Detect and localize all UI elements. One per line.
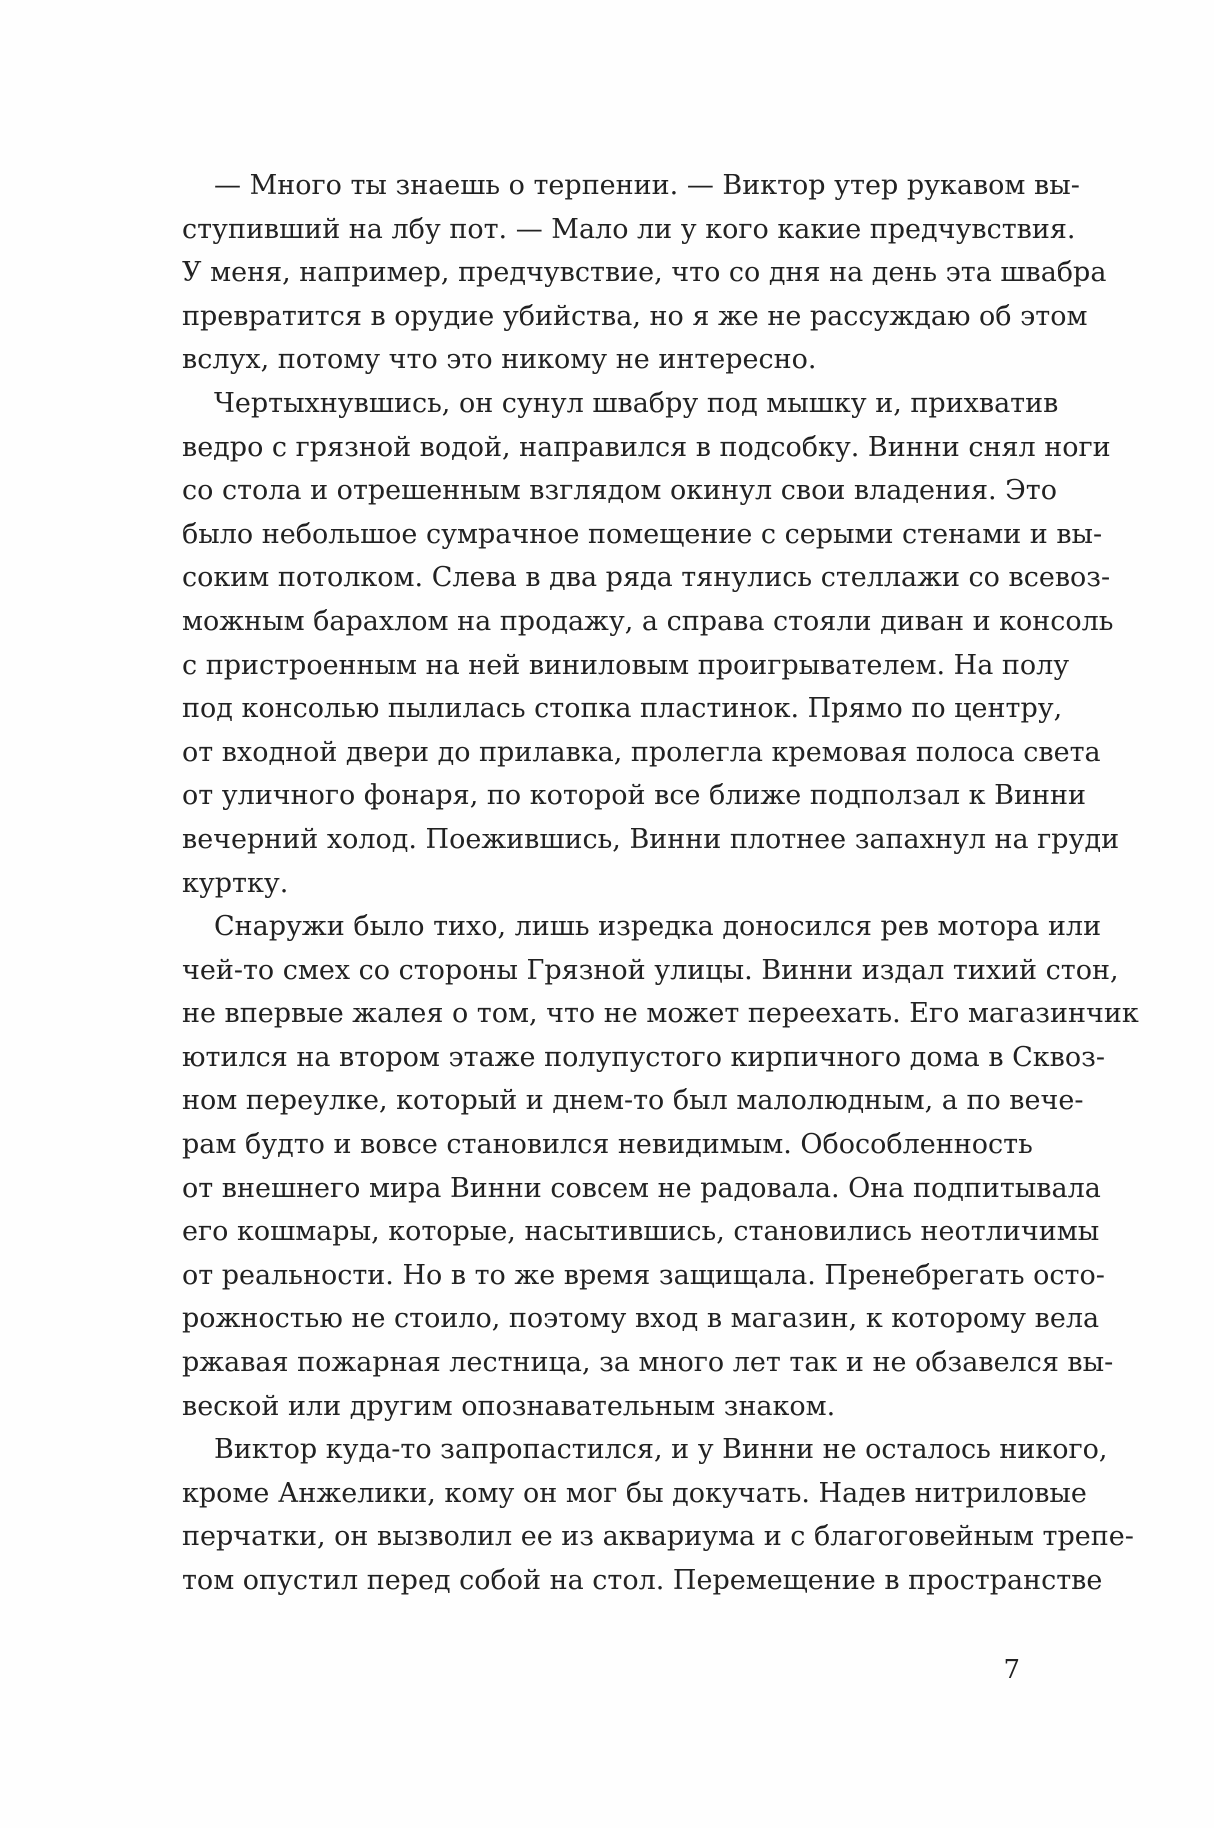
text-line: перчатки, он вызволил ее из аквариума и с благоговейным трепе-	[182, 1521, 1134, 1553]
text-line: можным барахлом на продажу, а справа стояли диван и консоль	[182, 605, 1114, 637]
text-line: от реальности. Но в то же время защищала. Пренебрегать осто-	[182, 1259, 1105, 1291]
text-line: его кошмары, которые, насытившись, становились неотличимы	[182, 1216, 1100, 1248]
text-line: том опустил перед собой на стол. Перемещение в пространстве	[182, 1565, 1103, 1596]
paragraph	[182, 382, 1120, 905]
paragraph	[182, 1428, 1134, 1602]
text-line: ржавая пожарная лестница, за много лет так и не обзавелся вы-	[182, 1347, 1114, 1379]
text-line: ном переулке, который и днем-то был малолюдным, а по вече-	[182, 1085, 1084, 1117]
text-line: рам будто и вовсе становился невидимым. Обособленность	[182, 1129, 1033, 1161]
text-line: ступивший на лбу пот. — Мало ли у кого какие предчувствия.	[182, 213, 1076, 245]
text-line: было небольшое сумрачное помещение с серыми стенами и вы-	[182, 518, 1103, 550]
text-line: веской или другим опознавательным знаком.	[182, 1390, 836, 1422]
text-line: У меня, например, предчувствие, что со дня на день эта швабра	[182, 257, 1107, 289]
text-line: со стола и отрешенным взглядом окинул свои владения. Это	[182, 475, 1057, 507]
text-line: Чертыхнувшись, он сунул швабру под мышку и, прихватив	[214, 387, 1059, 419]
text-line: не впервые жалея о том, что не может переехать. Его магазинчик	[182, 998, 1139, 1030]
text-line: под консолью пылилась стопка пластинок. Прямо по центру,	[182, 693, 1063, 725]
text-line: рожностью не стоило, поэтому вход в магазин, к которому вела	[182, 1303, 1100, 1335]
text-line: кроме Анжелики, кому он мог бы докучать. Надев нитриловые	[182, 1477, 1087, 1509]
text-line: Виктор куда-то запропастился, и у Винни не осталось никого,	[214, 1434, 1108, 1466]
page-number: 7	[1003, 1655, 1020, 1685]
text-line: ведро с грязной водой, направился в подсобку. Винни снял ноги	[182, 431, 1111, 463]
text-line: вслух, потому что это никому не интересно.	[182, 344, 817, 376]
text-line: от внешнего мира Винни совсем не радовала. Она подпитывала	[182, 1172, 1101, 1204]
text-line: — Много ты знаешь о терпении. — Виктор утер рукавом вы-	[214, 170, 1080, 201]
text-line: от уличного фонаря, по которой все ближе подползал к Винни	[182, 780, 1086, 812]
text-line: куртку.	[182, 867, 289, 899]
text-line: превратится в орудие убийства, но я же не рассуждаю об этом	[182, 300, 1088, 332]
paragraph	[182, 164, 1107, 382]
text-line: соким потолком. Слева в два ряда тянулись стеллажи со всевоз-	[182, 562, 1111, 594]
text-line: Снаружи было тихо, лишь изредка доносился рев мотора или	[214, 911, 1102, 943]
body-text	[182, 164, 1139, 1603]
text-line: чей-то смех со стороны Грязной улицы. Винни издал тихий стон,	[182, 954, 1119, 986]
text-line: вечерний холод. Поежившись, Винни плотнее запахнул на груди	[182, 823, 1120, 855]
text-line: от входной двери до прилавка, пролегла кремовая полоса света	[182, 736, 1101, 768]
text-line: с пристроенным на ней виниловым проигрывателем. На полу	[182, 649, 1070, 681]
paragraph	[182, 905, 1139, 1428]
text-line: ютился на втором этаже полупустого кирпичного дома в Сквоз-	[182, 1041, 1105, 1073]
